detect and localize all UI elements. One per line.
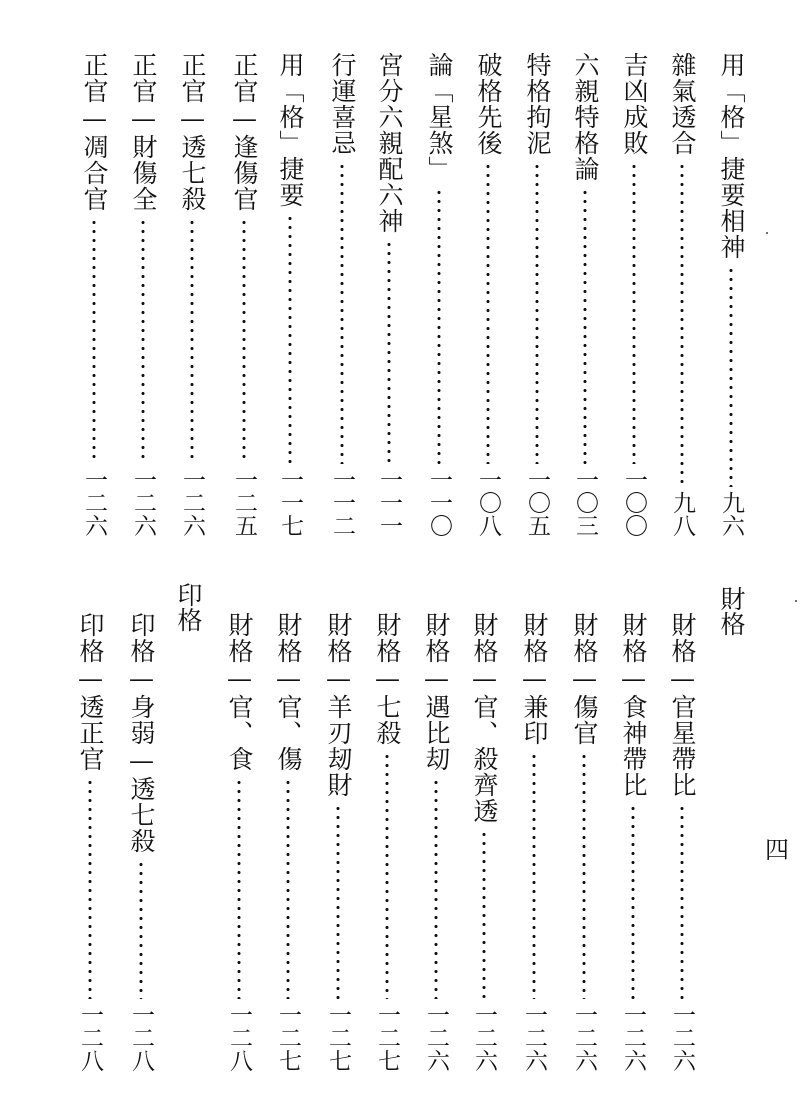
toc-entry[interactable] (418, 612, 454, 1072)
entry-title: 印格—透正官 (76, 612, 105, 772)
toc-entry[interactable] (221, 612, 257, 1072)
toc-entry[interactable] (470, 52, 506, 537)
entry-title: 行運喜忌 (328, 52, 357, 156)
dot-leader (336, 804, 340, 999)
entry-page-number: 一二六 (179, 468, 205, 537)
entry-title: 印格—身弱—透七殺 (127, 612, 156, 854)
entry-page-number: 一二七 (374, 1003, 400, 1072)
dot-leader (535, 162, 539, 464)
entry-title: 用「格」捷要 (276, 52, 305, 208)
toc-entry[interactable] (616, 52, 652, 537)
dot-leader (387, 240, 391, 464)
dot-leader (88, 778, 92, 999)
dot-leader (680, 804, 684, 999)
dot-leader (237, 778, 241, 999)
toc-entry[interactable] (125, 52, 161, 537)
dot-leader (288, 214, 292, 464)
scan-speck (795, 600, 797, 602)
entry-page-number: 一二六 (669, 1003, 695, 1072)
entry-page-number: 一二七 (275, 1003, 301, 1072)
entry-title: 財格—羊刃刼財 (324, 612, 353, 798)
entry-page-number: 一一〇 (426, 468, 452, 537)
toc-entry[interactable] (270, 612, 306, 1072)
toc-entry[interactable] (519, 52, 555, 537)
entry-title: 雜氣透合 (668, 52, 697, 156)
entry-title: 財格—官、食 (225, 612, 254, 772)
entry-title: 財格—食神帶比 (619, 612, 648, 798)
entry-page-number: 一一七 (277, 468, 303, 537)
entry-page-number: 一〇八 (475, 468, 501, 537)
dot-leader (340, 162, 344, 464)
dot-leader (486, 162, 490, 464)
dot-leader (632, 162, 636, 464)
entry-title: 特格拘泥 (523, 52, 552, 156)
dot-leader (482, 830, 486, 999)
dot-leader (680, 162, 684, 487)
entry-page-number: 九八 (669, 491, 695, 537)
entry-page-number: 一二六 (471, 1003, 497, 1072)
toc-entry[interactable] (174, 52, 210, 537)
entry-page-number: 一一二 (329, 468, 355, 537)
entry-title: 財格—官星帶比 (668, 612, 697, 798)
toc-entry[interactable] (566, 612, 602, 1072)
entry-page-number: 一二六 (130, 468, 156, 537)
entry-page-number: 一二八 (77, 1003, 103, 1072)
toc-entry[interactable] (72, 612, 108, 1072)
entry-title: 正官—透七殺 (178, 52, 207, 212)
entry-title: 財格—官、傷 (274, 612, 303, 772)
dot-leader (434, 778, 438, 999)
entry-page-number: 一二八 (128, 1003, 154, 1072)
entry-page-number: 一二五 (231, 468, 257, 537)
entry-title: 正官—逢傷官 (230, 52, 259, 212)
scan-speck (766, 232, 768, 234)
dot-leader (286, 778, 290, 999)
entry-page-number: 一一一 (376, 468, 402, 537)
dot-leader (437, 188, 441, 464)
dot-leader (242, 218, 246, 464)
dot-leader (190, 218, 194, 464)
toc-entry[interactable] (664, 612, 700, 1072)
entry-title: 財格—傷官 (570, 612, 599, 746)
entry-title: 宮分六親配六神 (375, 52, 404, 234)
entry-title: 財格—兼印 (520, 612, 549, 746)
entry-page-number: 一二六 (571, 1003, 597, 1072)
entry-title: 財格—遇比刧 (422, 612, 451, 772)
entry-title: 破格先後 (474, 52, 503, 156)
toc-entry[interactable] (371, 52, 407, 537)
toc-entry[interactable] (516, 612, 552, 1072)
entry-title: 財格—官、殺齊透 (470, 612, 499, 824)
toc-entry[interactable] (369, 612, 405, 1072)
toc-entry[interactable] (272, 52, 308, 537)
dot-leader (532, 752, 536, 999)
entry-title: 六親特格論 (571, 52, 600, 182)
entry-title: 論「星煞」 (425, 52, 454, 182)
toc-entry[interactable] (324, 52, 360, 537)
entry-page-number: 一二六 (620, 1003, 646, 1072)
dot-leader (92, 218, 96, 464)
entry-page-number: 一〇〇 (621, 468, 647, 537)
toc-entry[interactable] (123, 612, 159, 1072)
entry-title: 用「格」捷要相神 (717, 52, 746, 260)
entry-title: 正官—財傷全 (129, 52, 158, 212)
toc-entry[interactable] (226, 52, 262, 537)
entry-title: 財格—七殺 (373, 612, 402, 746)
entry-page-number: 九六 (718, 491, 744, 537)
toc-entry[interactable] (664, 52, 700, 537)
toc-entry[interactable] (466, 612, 502, 1072)
toc-entry[interactable] (615, 612, 651, 1072)
dot-leader (139, 860, 143, 999)
dot-leader (729, 266, 733, 487)
toc-entry[interactable] (320, 612, 356, 1072)
entry-title: 正官—凋合官 (80, 52, 109, 212)
dot-leader (385, 752, 389, 999)
entry-page-number: 一二六 (423, 1003, 449, 1072)
entry-page-number: 一〇三 (572, 468, 598, 537)
toc-entry[interactable] (76, 52, 112, 537)
dot-leader (631, 804, 635, 999)
dot-leader (582, 752, 586, 999)
entry-page-number: 一二六 (521, 1003, 547, 1072)
toc-entry[interactable] (713, 52, 749, 537)
dot-leader (583, 188, 587, 464)
entry-page-number: 一二七 (325, 1003, 351, 1072)
entry-page-number: 一〇五 (524, 468, 550, 537)
entry-page-number: 一二八 (226, 1003, 252, 1072)
toc-entry[interactable] (421, 52, 457, 537)
dot-leader (141, 218, 145, 464)
page-folio-number: 四 (765, 836, 789, 864)
entry-page-number: 一二六 (81, 468, 107, 537)
section-heading-wealth: 財格 (717, 586, 746, 636)
entry-title: 吉凶成敗 (620, 52, 649, 156)
toc-entry[interactable] (567, 52, 603, 537)
section-heading-seal: 印格 (174, 582, 203, 632)
